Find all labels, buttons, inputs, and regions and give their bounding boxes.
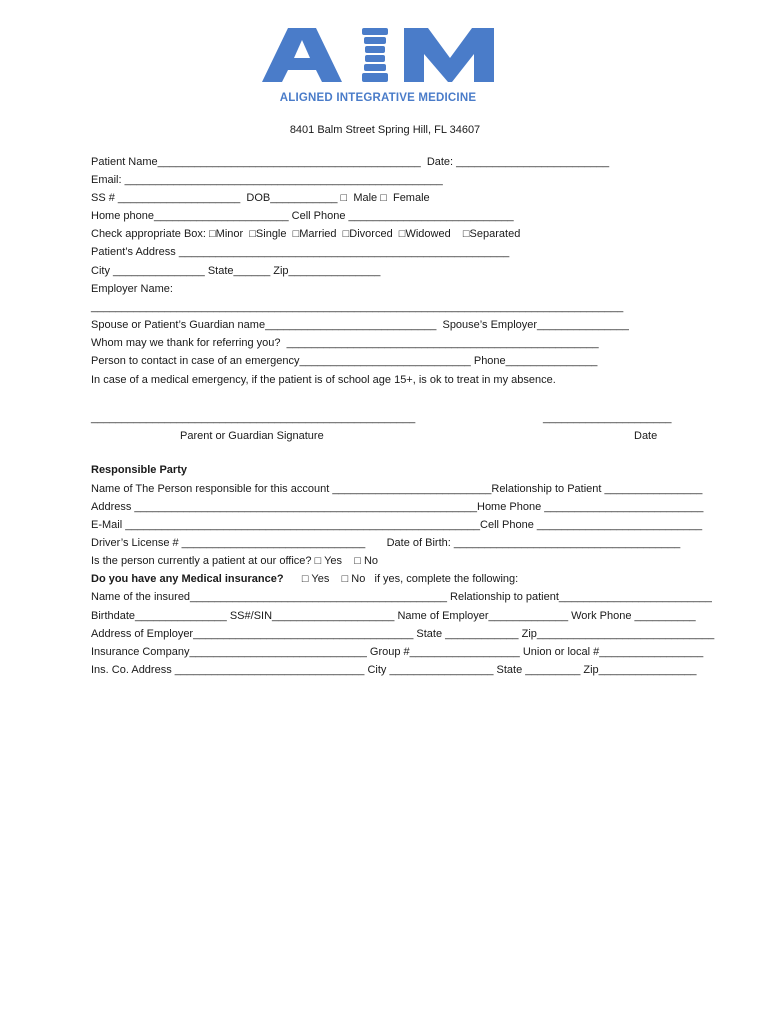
insurance-company-line[interactable]: Insurance Company_____________________________ Group #__________________ Union or local #_________________ — [91, 646, 704, 658]
phone-line[interactable]: Home phone______________________ Cell Phone ___________________________ — [91, 210, 514, 222]
insurance-address-line[interactable]: Ins. Co. Address _______________________________ City _________________ State _________ Zip________________ — [91, 664, 697, 676]
referral-line[interactable]: Whom may we thank for referring you? ___________________________________________________ — [91, 337, 599, 349]
responsible-license-line[interactable]: Driver’s License # ______________________________ Date of Birth: _____________________________________ — [91, 537, 681, 549]
employer-name-label: Employer Name: — [91, 283, 173, 295]
marital-status-line[interactable]: Check appropriate Box: □Minor □Single □Married □Divorced □Widowed □Separated — [91, 228, 521, 240]
signature-field[interactable]: _____________________________________________________ — [91, 412, 416, 424]
responsible-email-line[interactable]: E-Mail __________________________________________________________Cell Phone ___________________________ — [91, 519, 703, 531]
insured-name-line[interactable]: Name of the insured__________________________________________ Relationship to patient_________________________ — [91, 591, 712, 603]
clinic-address: 8401 Balm Street Spring Hill, FL 34607 — [289, 124, 481, 136]
ss-dob-gender-line[interactable]: SS # ____________________ DOB___________ □ Male □ Female — [91, 192, 430, 204]
insurance-options[interactable]: □ Yes □ No if yes, complete the following: — [283, 573, 519, 585]
patient-name-date-line[interactable]: Patient Name___________________________________________ Date: _________________________ — [91, 156, 610, 168]
signature-date-field[interactable]: _____________________ — [543, 412, 672, 424]
responsible-party-heading: Responsible Party — [91, 464, 187, 476]
emergency-contact-line[interactable]: Person to contact in case of an emergency____________________________ Phone_______________ — [91, 355, 598, 367]
consent-statement: In case of a medical emergency, if the patient is of school age 15+, is ok to treat in my absence. — [91, 374, 556, 386]
patient-address-line[interactable]: Patient’s Address ______________________________________________________ — [91, 246, 510, 258]
email-line[interactable]: Email: ____________________________________________________ — [91, 174, 443, 186]
birthdate-ssn-line[interactable]: Birthdate_______________ SS#/SIN____________________ Name of Employer_____________ Work Phone __________ — [91, 610, 696, 622]
employer-address-line[interactable]: Address of Employer____________________________________ State ____________ Zip_____________________________ — [91, 628, 715, 640]
city-state-zip-line[interactable]: City _______________ State______ Zip_______________ — [91, 265, 381, 277]
responsible-name-line[interactable]: Name of The Person responsible for this account __________________________Relationship to Patient ________________ — [91, 483, 703, 495]
spouse-guardian-line[interactable]: Spouse or Patient’s Guardian name____________________________ Spouse’s Employer_______________ — [91, 319, 629, 331]
insurance-question-line — [91, 572, 518, 586]
signature-date-label: Date — [634, 430, 658, 442]
responsible-address-line[interactable]: Address ________________________________________________________Home Phone __________________________ — [91, 501, 704, 513]
logo-tagline: ALIGNED INTEGRATIVE MEDICINE — [279, 92, 477, 104]
current-patient-line[interactable]: Is the person currently a patient at our office? □ Yes □ No — [91, 555, 379, 567]
insurance-question: Do you have any Medical insurance? — [91, 573, 284, 585]
signature-label: Parent or Guardian Signature — [180, 430, 324, 442]
employer-name-field[interactable]: _______________________________________________________________________________________ — [91, 301, 624, 313]
